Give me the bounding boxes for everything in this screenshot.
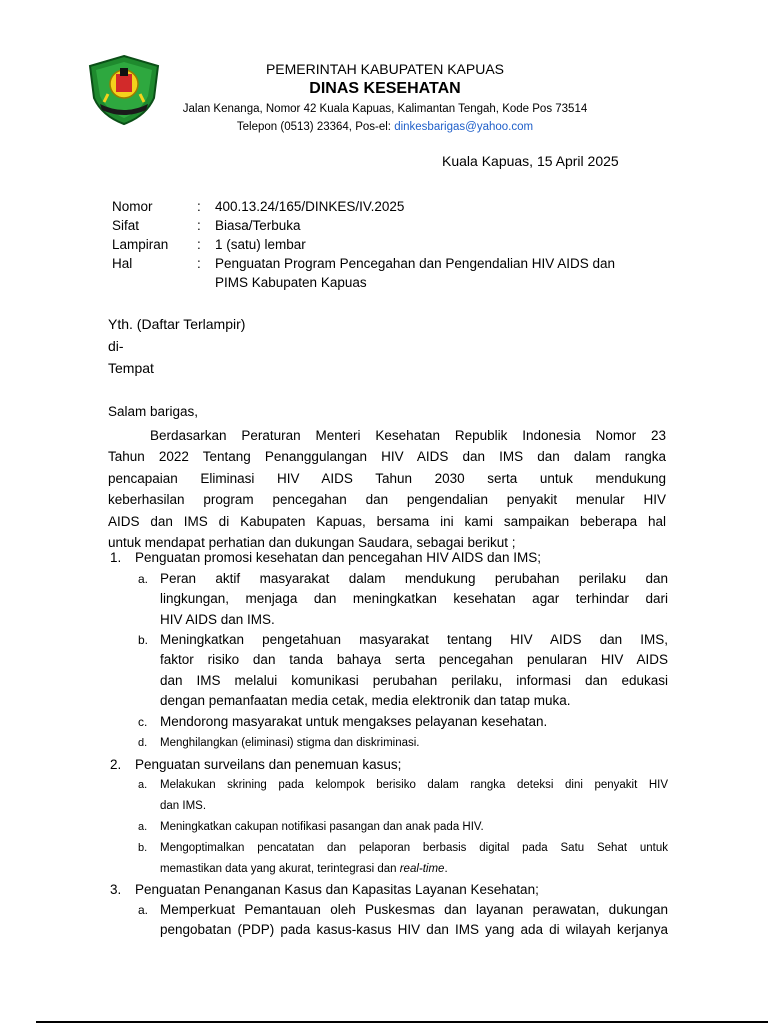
agency-name: DINAS KESEHATAN	[309, 80, 461, 97]
list-item-3	[110, 880, 670, 899]
sub-item-1a	[138, 569, 668, 630]
meta-value: 1 (satu) lembar	[215, 237, 306, 252]
paragraph-line: untuk mendapat perhatian dan dukungan Saudara, sebagai berikut ;	[108, 535, 516, 551]
sub-item-1d	[138, 733, 668, 754]
meta-colon: :	[197, 199, 201, 214]
sub-text: Peran aktif masyarakat dalam mendukung perubahan perilaku dan lingkungan, menjaga dan meningkatkan kesehatan agar terhindar dari HIV AIDS dan IMS.	[160, 571, 668, 627]
letterhead	[170, 60, 600, 135]
item-title: Penguatan Penanganan Kasus dan Kapasitas Layanan Kesehatan;	[135, 882, 539, 897]
greeting: Salam barigas,	[108, 404, 199, 419]
paragraph-line: Tahun 2022 Tentang Penanggulangan HIV AIDS dan IMS dan dalam rangka	[108, 449, 666, 465]
phone-text: Telepon (0513) 23364, Pos-el:	[236, 121, 395, 133]
list-item-2	[110, 755, 670, 774]
sub-item-2b	[138, 817, 668, 838]
item-number: 2.	[110, 757, 122, 772]
intro-paragraph	[108, 425, 666, 553]
sub-item-2a	[138, 775, 668, 817]
list-item-1	[110, 548, 670, 567]
address-line: Jalan Kenanga, Nomor 42 Kuala Kapuas, Kalimantan Tengah, Kode Pos 73514	[182, 103, 588, 115]
meta-colon: :	[197, 218, 201, 233]
sub-item-3a	[138, 900, 668, 941]
sub-letter: a.	[138, 572, 149, 586]
sub-letter: b.	[138, 842, 148, 854]
sub-text: Meningkatkan cakupan notifikasi pasangan dan anak pada HIV.	[160, 821, 484, 833]
paragraph-line: AIDS dan IMS di Kabupaten Kapuas, bersama ini kami sampaikan beberapa hal	[108, 513, 666, 529]
letter-date: Kuala Kapuas, 15 April 2025	[442, 153, 619, 169]
sub-item-1b	[138, 630, 668, 712]
item-number: 1.	[110, 550, 122, 565]
sub-text: Menghilangkan (eliminasi) stigma dan diskriminasi.	[160, 737, 420, 749]
sub-letter: a.	[138, 779, 148, 791]
paragraph-line: Berdasarkan Peraturan Menteri Kesehatan Republik Indonesia Nomor 23	[150, 428, 666, 443]
meta-value: Biasa/Terbuka	[215, 218, 301, 233]
meta-colon: :	[197, 237, 201, 252]
sub-text: Mendorong masyarakat untuk mengakses pelayanan kesehatan.	[160, 714, 548, 729]
paragraph-line: pencapaian Eliminasi HIV AIDS Tahun 2030 serta untuk mendukung	[108, 470, 666, 486]
italic-term: real-time	[399, 863, 445, 875]
item-title: Penguatan promosi kesehatan dan pencegahan HIV AIDS dan IMS;	[135, 550, 542, 565]
sub-letter: c.	[138, 715, 148, 729]
subject-line-1: Penguatan Program Pencegahan dan Pengendalian HIV AIDS dan	[215, 256, 616, 271]
meta-key: Sifat	[112, 218, 140, 233]
sub-item-1c	[138, 712, 668, 732]
sub-text: Mengoptimalkan pencatatan dan pelaporan berbasis digital pada Satu Sehat untuk memastikan data yang akurat, terintegrasi dan real-time.	[160, 842, 668, 875]
sub-letter: b.	[138, 633, 149, 647]
meta-row-nomor	[112, 197, 682, 216]
recipient: Yth. (Daftar Terlampir)	[108, 316, 246, 332]
meta-key: Lampiran	[112, 237, 169, 252]
sub-item-2c	[138, 838, 668, 880]
letter-meta	[112, 197, 682, 292]
meta-value: 400.13.24/165/DINKES/IV.2025	[215, 199, 405, 214]
meta-row-hal	[112, 254, 682, 292]
meta-key: Hal	[112, 256, 133, 271]
sub-text: Melakukan skrining pada kelompok berisiko dalam rangka deteksi dini penyakit HIV dan IMS.	[160, 779, 668, 812]
sub-text: Meningkatkan pengetahuan masyarakat tentang HIV AIDS dan IMS, faktor risiko dan tanda bahaya serta pencegahan penularan HIV AIDS dan IMS melalui komunikasi perubahan perilaku, informasi dan edukasi dengan pemanfaatan media cetak, media elektronik dan tatap muka.	[160, 632, 668, 709]
kapuas-regency-emblem	[86, 54, 162, 126]
page-bottom-rule	[36, 1021, 768, 1023]
sub-letter: a.	[138, 821, 148, 833]
recipient-di: di-	[108, 338, 124, 354]
email-link[interactable]: dinkesbarigas@yahoo.com	[394, 121, 534, 133]
sub-letter: d.	[138, 737, 148, 749]
government-name: PEMERINTAH KABUPATEN KAPUAS	[265, 61, 505, 77]
sub-letter: a.	[138, 903, 149, 917]
meta-key: Nomor	[112, 199, 153, 214]
subject-line-2: PIMS Kabupaten Kapuas	[215, 275, 367, 290]
meta-row-lampiran	[112, 235, 682, 254]
recipient-place: Tempat	[108, 360, 154, 376]
contact-line	[170, 119, 600, 135]
sub-text: Memperkuat Pemantauan oleh Puskesmas dan layanan perawatan, dukungan pengobatan (PDP) pada kasus-kasus HIV dan IMS yang ada di wilayah kerjanya	[160, 902, 668, 938]
item-title: Penguatan surveilans dan penemuan kasus;	[135, 757, 402, 772]
meta-colon: :	[197, 256, 201, 271]
meta-value	[215, 254, 682, 292]
meta-row-sifat	[112, 216, 682, 235]
item-number: 3.	[110, 882, 122, 897]
paragraph-line: keberhasilan program pencegahan dan pengendalian penyakit menular HIV	[108, 492, 666, 508]
